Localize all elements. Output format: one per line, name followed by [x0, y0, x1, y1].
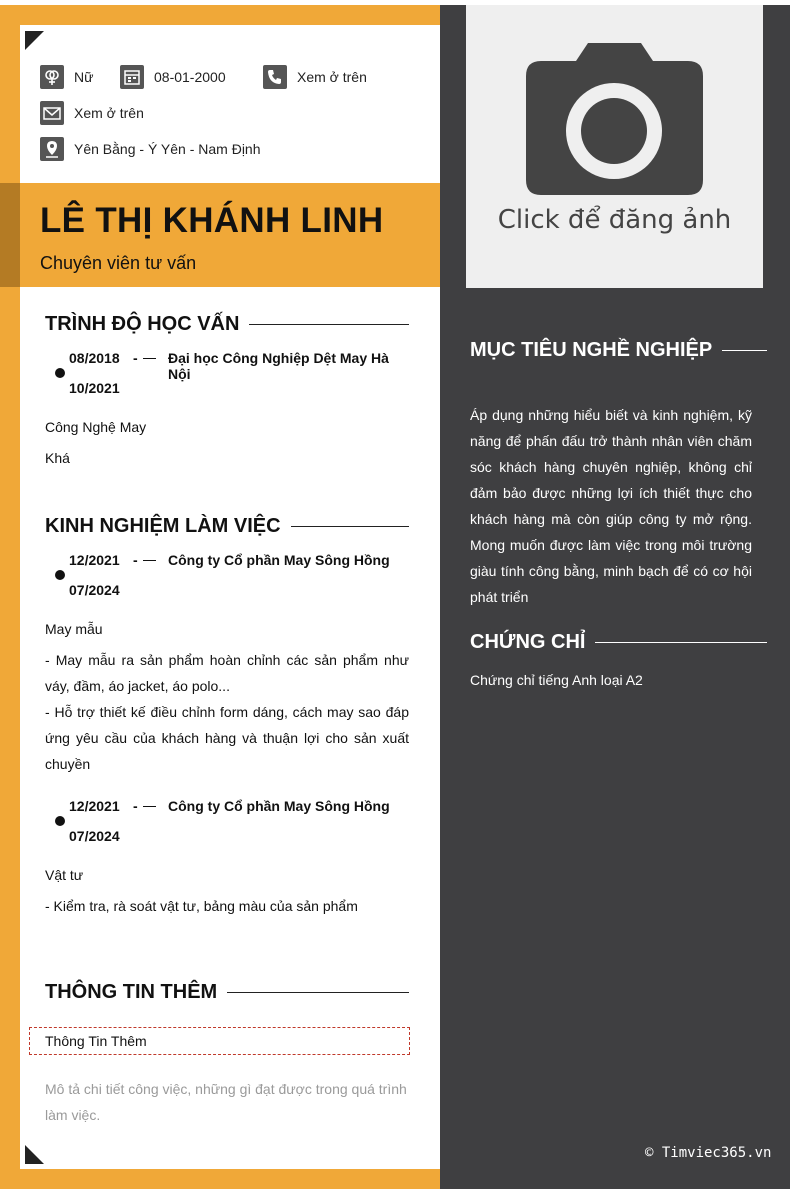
contact-phone: [263, 65, 367, 89]
heading-rule: [722, 350, 767, 351]
experience-start: 12/2021: [69, 552, 120, 568]
photo-caption: Click để đăng ảnh: [497, 205, 732, 235]
heading-rule: [291, 526, 409, 527]
experience-entry: [45, 798, 409, 846]
experience-desc-line: - Hỗ trợ thiết kế điều chỉnh form dáng, cách may sao đáp ứng yêu cầu của khách hàng và thuận lợi cho sản xuất chuyền: [45, 704, 409, 772]
calendar-icon: [120, 65, 144, 89]
objective-heading-text: MỤC TIÊU NGHỀ NGHIỆP: [470, 339, 713, 361]
gender-icon: [40, 65, 64, 89]
date-separator: -: [133, 350, 138, 366]
heading-rule: [249, 324, 409, 325]
experience-desc-line: - Kiểm tra, rà soát vật tư, bảng màu của sản phẩm: [45, 898, 358, 914]
name-band-accent: [0, 183, 20, 287]
date-separator: -: [133, 552, 138, 568]
education-entry: [45, 350, 409, 398]
timeline-dot: [55, 816, 65, 826]
date-separator: -: [133, 798, 138, 814]
experience-start: 12/2021: [69, 798, 120, 814]
education-school: Đại học Công Nghiệp Dệt May Hà Nội: [168, 350, 389, 382]
education-start: 08/2018: [69, 350, 120, 366]
certificates-heading: [470, 631, 767, 654]
address-value: Yên Bằng - Ý Yên - Nam Định: [74, 141, 261, 157]
timeline-dot: [55, 570, 65, 580]
contact-dob: [120, 65, 226, 89]
experience-end: 07/2024: [69, 582, 120, 598]
experience-position: May mẫu: [45, 621, 103, 637]
dash-line: [143, 806, 156, 807]
heading-rule: [227, 992, 409, 993]
experience-desc-line: - May mẫu ra sản phẩm hoàn chỉnh các sản phẩm như váy, đầm, áo jacket, áo polo...: [45, 652, 409, 694]
photo-upload[interactable]: [466, 5, 763, 288]
timeline-dot: [55, 368, 65, 378]
experience-end: 07/2024: [69, 828, 120, 844]
education-major: Công Nghệ May: [45, 419, 147, 435]
heading-rule: [595, 642, 767, 643]
gender-value: Nữ: [74, 69, 94, 85]
contact-gender: [40, 65, 93, 89]
candidate-name: LÊ THỊ KHÁNH LINH: [40, 201, 384, 240]
experience-company: Công ty Cổ phần May Sông Hồng: [168, 798, 390, 814]
phone-icon: [263, 65, 287, 89]
camera-icon: [526, 43, 703, 203]
education-heading: [45, 313, 409, 336]
certificate-item: Chứng chỉ tiếng Anh loại A2: [470, 672, 643, 688]
additional-heading-text: THÔNG TIN THÊM: [45, 981, 218, 1003]
footer-copyright[interactable]: © Timviec365.vn: [645, 1145, 772, 1161]
experience-heading-text: KINH NGHIỆM LÀM VIỆC: [45, 515, 281, 537]
education-heading-text: TRÌNH ĐỘ HỌC VẤN: [45, 313, 240, 335]
email-value: Xem ở trên: [74, 105, 144, 121]
education-end: 10/2021: [69, 380, 120, 396]
contact-email: [40, 101, 144, 125]
objective-heading: [470, 339, 767, 362]
additional-placeholder[interactable]: Mô tả chi tiết công việc, những gì đạt được trong quá trình làm việc.: [45, 1081, 407, 1123]
experience-entry: [45, 552, 409, 600]
education-grade: Khá: [45, 450, 70, 466]
location-pin-icon: [40, 137, 64, 161]
corner-decoration-top: [25, 31, 44, 50]
mail-icon: [40, 101, 64, 125]
dash-line: [143, 358, 156, 359]
experience-heading: [45, 515, 409, 538]
phone-value: Xem ở trên: [297, 69, 367, 85]
certificates-heading-text: CHỨNG CHỈ: [470, 631, 586, 653]
additional-heading: [45, 981, 409, 1004]
name-band: [0, 183, 440, 287]
dob-value: 08-01-2000: [154, 69, 226, 85]
objective-text: Áp dụng những hiểu biết và kinh nghiệm, kỹ năng để phấn đấu trở thành nhân viên chăm sóc khách hàng chuyên nghiệp, không chỉ đảm bảo được những lợi ích thiết thực cho khách hàng mà còn giúp công ty mở rộng. Mong muốn được làm việc trong môi trường giàu tính công bằng, minh bạch để có cơ hội phát triển: [470, 407, 752, 605]
candidate-title: Chuyên viên tư vấn: [40, 253, 197, 273]
contact-address: [40, 137, 261, 161]
additional-info-field[interactable]: Thông Tin Thêm: [29, 1027, 410, 1055]
corner-decoration-bottom: [25, 1145, 44, 1164]
experience-position: Vật tư: [45, 867, 84, 883]
dash-line: [143, 560, 156, 561]
experience-company: Công ty Cổ phần May Sông Hồng: [168, 552, 390, 568]
